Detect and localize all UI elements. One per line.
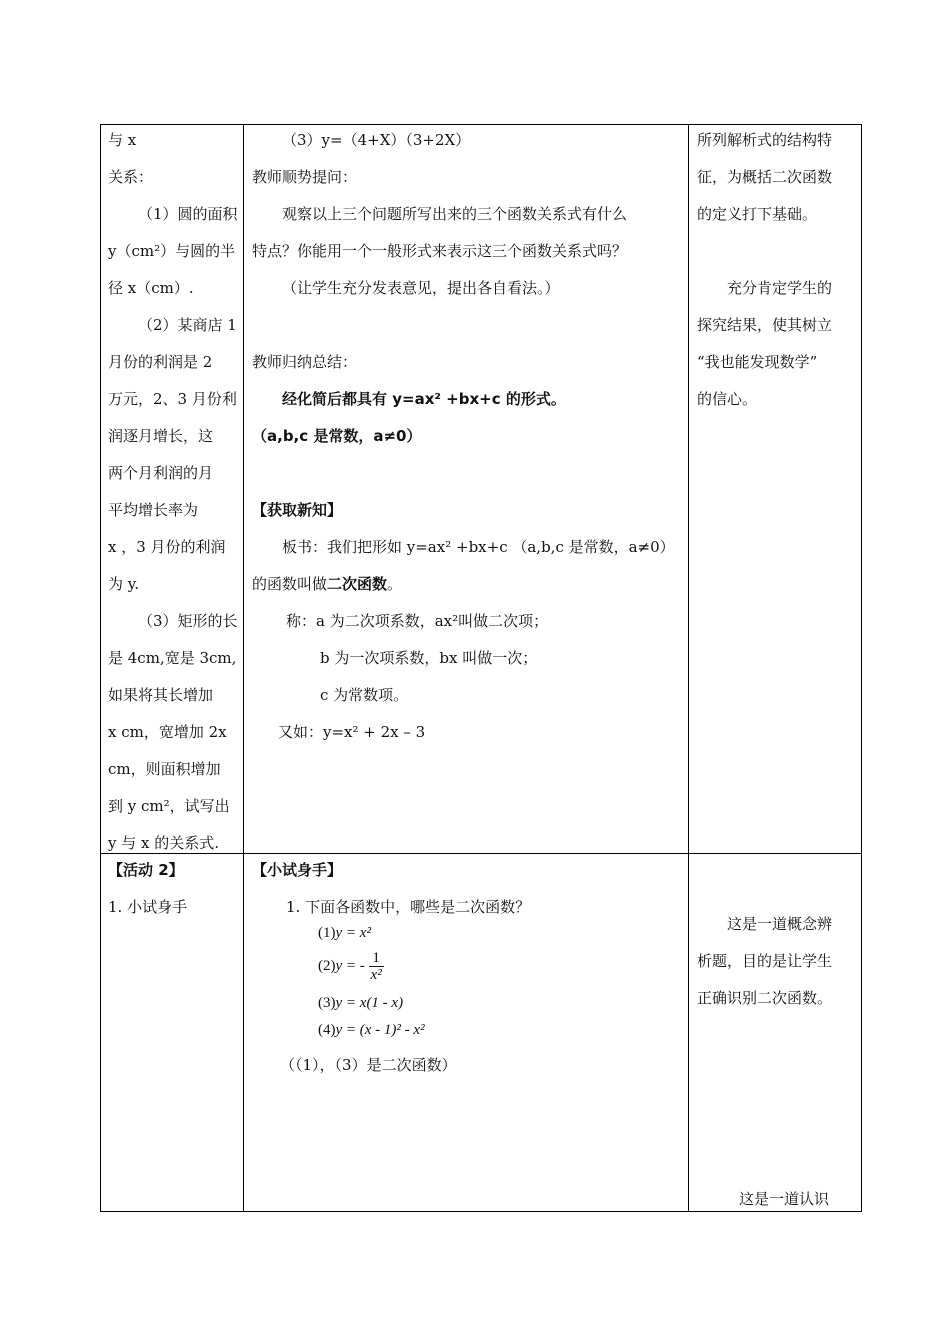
row1-col1-line: 两个月利润的月 — [108, 464, 214, 482]
row1-col3-line: “我也能发现数学” — [697, 353, 818, 371]
board-definition-pre: 的函数叫做 — [252, 575, 328, 593]
table-border-col2 — [688, 124, 689, 1212]
row2-intent-continued — [697, 1181, 857, 1218]
row1-col1-line: 径 x（cm）. — [108, 279, 194, 297]
row1-col3-line: 的信心。 — [697, 390, 758, 408]
activity-2-item: 1. 小试身手 — [108, 898, 188, 916]
exercise-option-2 — [318, 950, 384, 983]
try-it-heading: 【小试身手】 — [252, 861, 343, 879]
teacher-question-label: 教师顺势提问： — [252, 168, 358, 186]
option-1-expression: y = x² — [335, 925, 371, 941]
exercise-answer-cell — [252, 1047, 687, 1084]
row1-col3-line: 征，为概括二次函数 — [697, 168, 833, 186]
row2-activity-cell — [108, 852, 242, 926]
table-border-left — [100, 124, 101, 1212]
row1-col3-line — [697, 233, 857, 270]
row1-content-cell — [252, 122, 687, 751]
equation-3: （3）y=（4+X）（3+2X） — [282, 131, 471, 149]
row1-col1-line: 到 y cm²，试写出 — [108, 797, 230, 815]
option-4-expression: y = (x - 1)² - x² — [335, 1022, 425, 1038]
fraction-denominator: x² — [370, 967, 382, 983]
option-2-label: (2) — [318, 957, 336, 974]
row2-col3-line: 正确识别二次函数。 — [697, 989, 833, 1007]
row2-col3-line: 这是一道认识 — [739, 1190, 830, 1208]
row1-col1-line: x ，3 月份的利润 — [108, 538, 226, 556]
row1-col1-line: 平均增长率为 — [108, 501, 199, 519]
exercise-answer: （（1），（3）是二次函数） — [280, 1056, 457, 1074]
row1-col3-line: 的定义打下基础。 — [697, 205, 818, 223]
option-3-expression: y = x(1 - x) — [335, 995, 404, 1011]
row1-col1-line: （2）某商店 1 — [138, 316, 237, 334]
option-3-label: (3) — [318, 995, 336, 1011]
row1-col3-line: 探究结果，使其树立 — [697, 316, 833, 334]
teacher-summary-label: 教师归纳总结： — [252, 353, 358, 371]
board-definition-line-1: 板书：我们把形如 y=ax² +bx+c （a,b,c 是常数，a≠0） — [282, 538, 675, 556]
row1-col3-line: 充分肯定学生的 — [727, 279, 833, 297]
general-form-line: 经化简后都具有 y=ax² +bx+c 的形式。 — [282, 390, 566, 408]
observe-line-1: 观察以上三个问题所写出来的三个函数关系式有什么 — [282, 205, 628, 223]
fraction-numerator: 1 — [369, 950, 384, 967]
board-definition-line-2 — [252, 566, 687, 603]
option-2-expression-prefix: y = - — [335, 957, 365, 974]
exercise-option-1 — [318, 922, 371, 944]
term-b-line: b 为一次项系数，bx 叫做一次； — [320, 649, 538, 667]
row1-col1-line: cm，则面积增加 — [108, 760, 221, 778]
term-c-line: c 为常数项。 — [320, 686, 409, 704]
exercise-question: 1. 下面各函数中，哪些是二次函数？ — [286, 898, 531, 916]
quadratic-function-term: 二次函数 — [327, 575, 388, 593]
row1-intent-cell — [697, 122, 857, 418]
row2-content-cell — [252, 852, 687, 926]
activity-2-title: 【活动 2】 — [108, 861, 184, 879]
row2-intent-cell — [697, 906, 857, 1017]
row2-col3-line: 析题，目的是让学生 — [697, 952, 833, 970]
row1-col1-line: （3）矩形的长 — [138, 612, 238, 630]
table-border-col1 — [243, 124, 244, 1212]
row1-col1-line: y（cm²）与圆的半 — [108, 242, 236, 260]
row2-col3-line: 这是一道概念辨 — [727, 915, 833, 933]
row1-col1-line: 为 y. — [108, 575, 140, 593]
row1-col1-line: 与 x — [108, 131, 137, 149]
row1-col1-line: 如果将其长增加 — [108, 686, 214, 704]
row1-activity-cell — [108, 122, 242, 862]
example-line: 又如：y=x² + 2x – 3 — [278, 723, 426, 741]
constants-note: （a,b,c 是常数，a≠0） — [252, 427, 422, 445]
row1-col1-line: 月份的利润是 2 — [108, 353, 213, 371]
blank-line — [252, 455, 687, 492]
row1-col1-line: x cm，宽增加 2x — [108, 723, 227, 741]
observe-line-2: 特点？你能用一个一般形式来表示这三个函数关系式吗？ — [252, 242, 628, 260]
row1-col1-line: 万元，2、3 月份利 — [108, 390, 237, 408]
option-1-label: (1) — [318, 925, 336, 941]
row1-col1-line: 是 4cm,宽是 3cm, — [108, 649, 237, 667]
new-knowledge-heading: 【获取新知】 — [252, 501, 343, 519]
board-definition-post: 。 — [387, 575, 403, 593]
row1-col3-line: 所列解析式的结构特 — [697, 131, 833, 149]
row1-col1-line: 润逐月增长，这 — [108, 427, 214, 445]
blank-line — [252, 307, 687, 344]
option-4-label: (4) — [318, 1022, 336, 1038]
term-a-line: 称：a 为二次项系数，ax²叫做二次项； — [286, 612, 549, 630]
table-border-right — [861, 124, 862, 1212]
exercise-option-4 — [318, 1019, 425, 1041]
exercise-option-3 — [318, 992, 403, 1014]
students-note: （让学生充分发表意见，提出各自看法。） — [282, 279, 560, 297]
row1-col1-line: 关系： — [108, 168, 154, 186]
option-2-fraction — [369, 950, 384, 983]
row1-col1-line: （1）圆的面积 — [138, 205, 238, 223]
row1-col1-line: y 与 x 的关系式. — [108, 834, 220, 852]
